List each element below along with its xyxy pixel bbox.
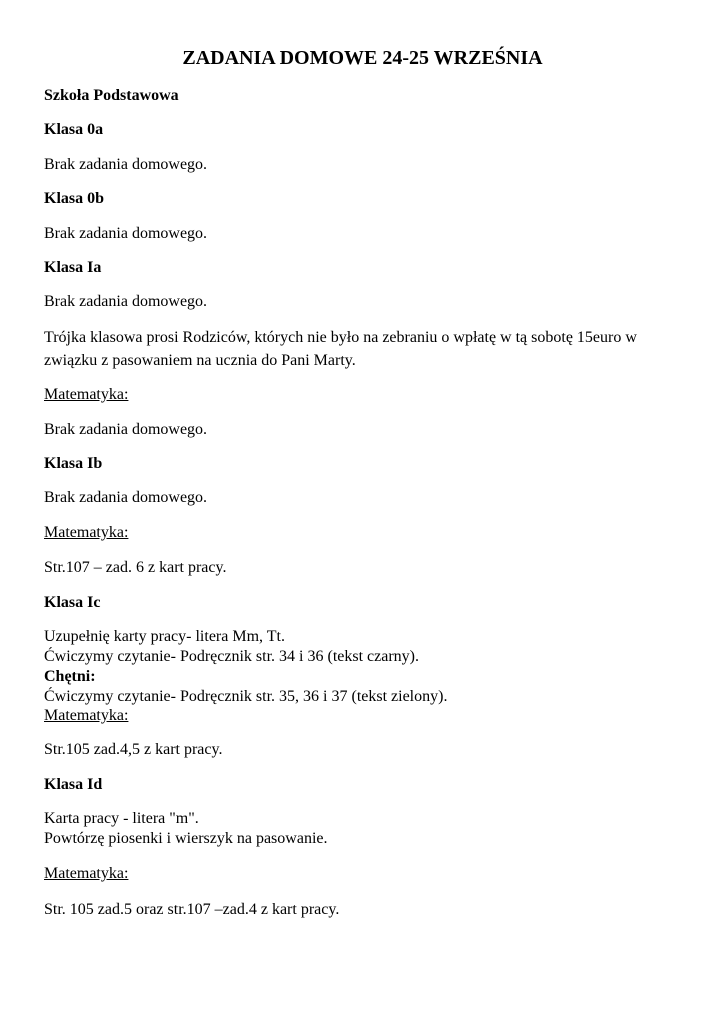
class-id-line-2: Powtórzę piosenki i wierszyk na pasowanie.: [44, 830, 328, 847]
class-0a-text: Brak zadania domowego.: [44, 156, 208, 173]
class-ib-math-text: Str.107 – zad. 6 z kart pracy.: [44, 559, 227, 576]
class-ic-line-1: Uzupełnię karty pracy- litera Mm, Tt.: [44, 628, 285, 645]
class-heading-0b: Klasa 0b: [44, 190, 105, 207]
class-ia-note-line-2: związku z pasowaniem na ucznia do Pani Marty.: [44, 352, 356, 369]
school-name: Szkoła Podstawowa: [44, 87, 179, 104]
class-heading-ia: Klasa Ia: [44, 259, 102, 276]
class-ic-line-2: Ćwiczymy czytanie- Podręcznik str. 34 i 36 (tekst czarny).: [44, 648, 419, 665]
class-id-line-1: Karta pracy - litera "m".: [44, 810, 199, 827]
class-ib-math-label: Matematyka:: [44, 524, 129, 541]
class-0b-text: Brak zadania domowego.: [44, 225, 208, 242]
class-heading-0a: Klasa 0a: [44, 121, 104, 138]
class-ic-math-text: Str.105 zad.4,5 z kart pracy.: [44, 741, 223, 758]
class-id-math-label: Matematyka:: [44, 865, 129, 882]
class-heading-id: Klasa Id: [44, 776, 103, 793]
class-ic-optional-text: Ćwiczymy czytanie- Podręcznik str. 35, 36 i 37 (tekst zielony).: [44, 688, 448, 705]
class-heading-ic: Klasa Ic: [44, 594, 101, 611]
class-ic-math-label: Matematyka:: [44, 707, 129, 724]
class-ic-optional-label: Chętni:: [44, 668, 96, 685]
class-heading-ib: Klasa Ib: [44, 455, 103, 472]
page-title: ZADANIA DOMOWE 24-25 WRZEŚNIA: [182, 47, 543, 69]
class-id-math-text: Str. 105 zad.5 oraz str.107 –zad.4 z kart pracy.: [44, 901, 340, 918]
class-ib-text: Brak zadania domowego.: [44, 489, 208, 506]
class-ia-text: Brak zadania domowego.: [44, 293, 208, 310]
class-ia-note-line-1: Trójka klasowa prosi Rodziców, których nie było na zebraniu o wpłatę w tą sobotę 15euro w: [44, 329, 637, 346]
class-ia-math-text: Brak zadania domowego.: [44, 421, 208, 438]
class-ia-math-label: Matematyka:: [44, 386, 129, 403]
